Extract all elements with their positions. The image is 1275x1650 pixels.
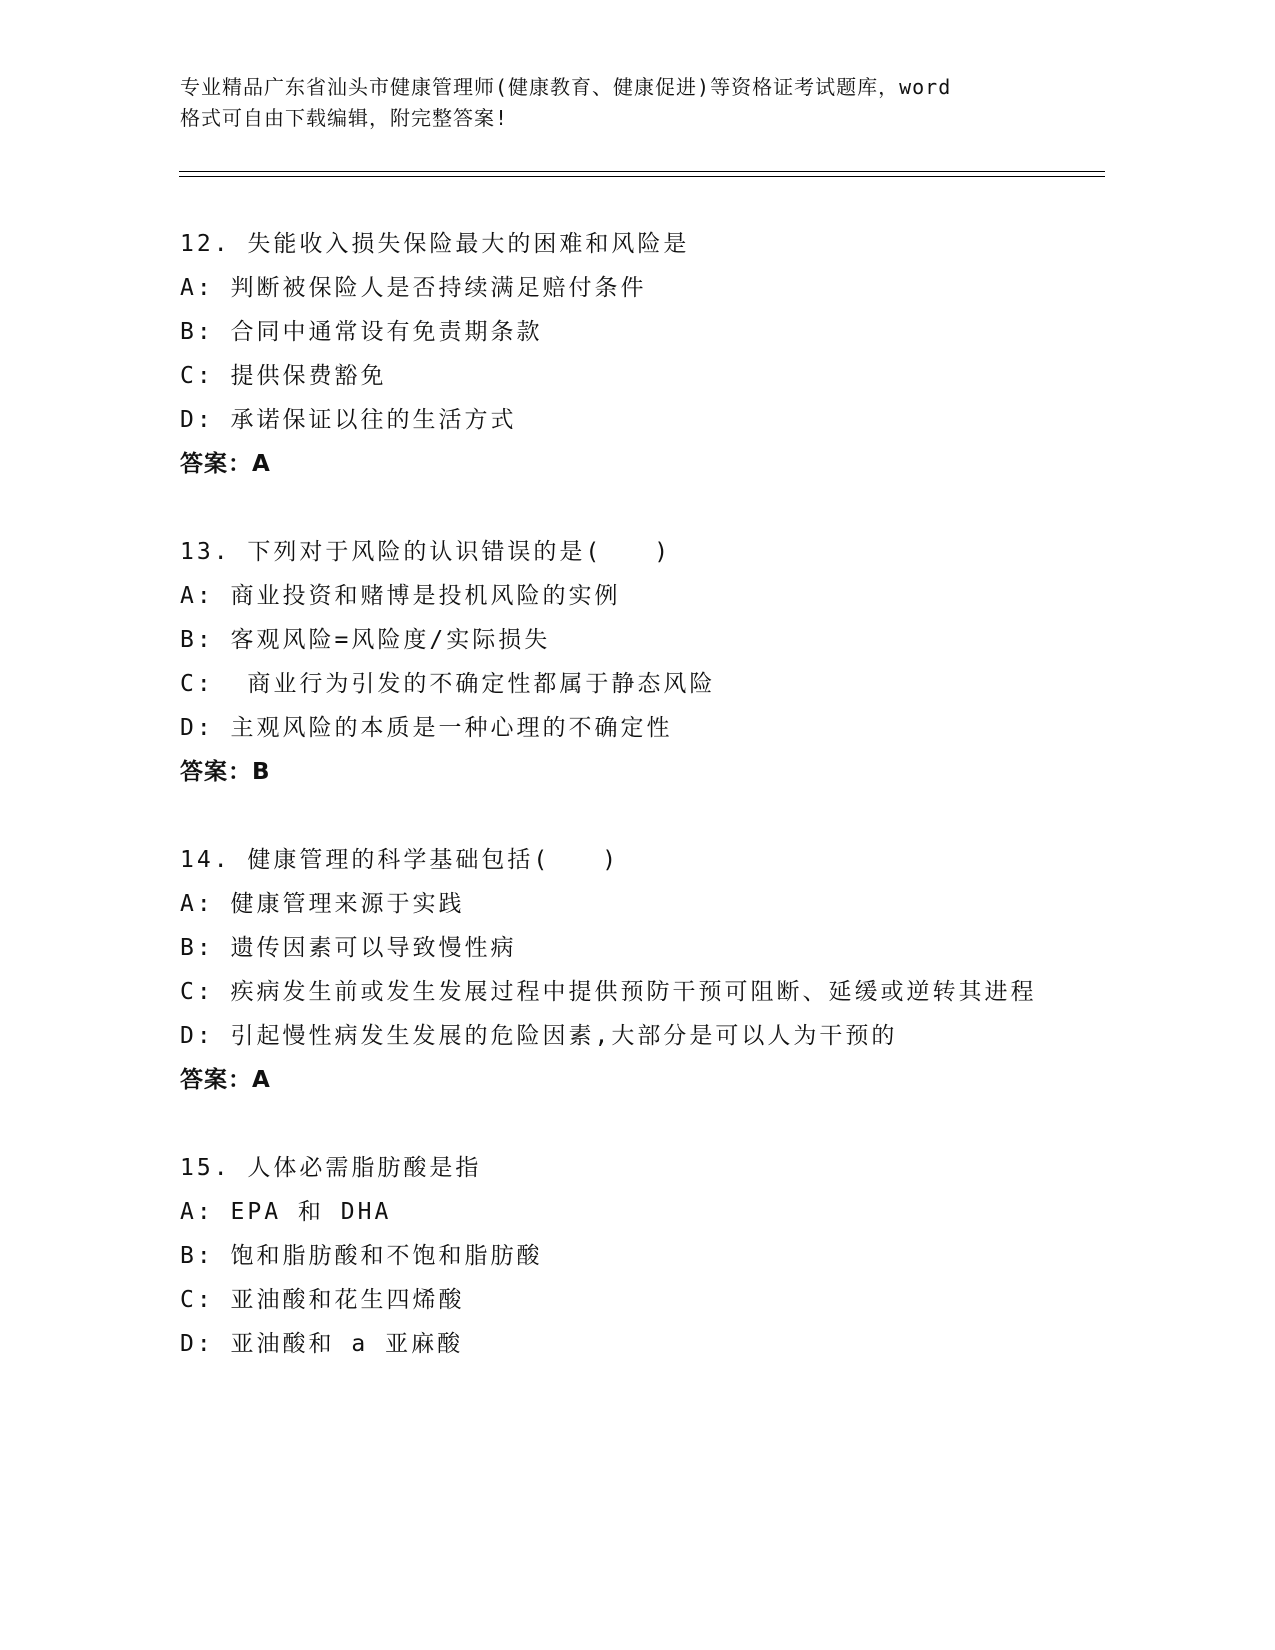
option-b: B: 客观风险=风险度/实际损失 — [180, 627, 551, 653]
option-a: A: 判断被保险人是否持续满足赔付条件 — [180, 275, 647, 301]
question-title: 15. 人体必需脂肪酸是指 — [180, 1155, 482, 1181]
question-title: 14. 健康管理的科学基础包括( ) — [180, 847, 620, 873]
question-14 — [180, 838, 1040, 1102]
question-title: 12. 失能收入损失保险最大的困难和风险是 — [180, 231, 690, 257]
answer: 答案：A — [180, 451, 271, 477]
answer: 答案：B — [180, 759, 271, 785]
question-15 — [180, 1146, 1040, 1366]
document-header — [180, 72, 1060, 134]
option-c: C: 疾病发生前或发生发展过程中提供预防干预可阻断、延缓或逆转其进程 — [180, 979, 1037, 1005]
header-divider-top — [179, 171, 1105, 172]
option-a: A: 商业投资和赌博是投机风险的实例 — [180, 583, 621, 609]
option-a: A: EPA 和 DHA — [180, 1199, 392, 1225]
question-12 — [180, 222, 1040, 486]
question-list — [180, 222, 1040, 1410]
option-b: B: 合同中通常设有免责期条款 — [180, 319, 543, 345]
question-title: 13. 下列对于风险的认识错误的是( ) — [180, 539, 672, 565]
question-13 — [180, 530, 1040, 794]
option-a: A: 健康管理来源于实践 — [180, 891, 465, 917]
header-line-2: 格式可自由下载编辑，附完整答案! — [180, 106, 509, 130]
header-divider-bottom — [179, 176, 1105, 177]
answer: 答案：A — [180, 1067, 271, 1093]
option-c: C: 亚油酸和花生四烯酸 — [180, 1287, 465, 1313]
option-c: C: 商业行为引发的不确定性都属于静态风险 — [180, 671, 716, 697]
option-d: D: 亚油酸和 a 亚麻酸 — [180, 1331, 464, 1357]
option-b: B: 饱和脂肪酸和不饱和脂肪酸 — [180, 1243, 543, 1269]
option-d: D: 承诺保证以往的生活方式 — [180, 407, 517, 433]
option-c: C: 提供保费豁免 — [180, 363, 387, 389]
option-d: D: 引起慢性病发生发展的危险因素,大部分是可以人为干预的 — [180, 1023, 898, 1049]
header-line-1: 专业精品广东省汕头市健康管理师(健康教育、健康促进)等资格证考试题库，word — [180, 75, 952, 99]
option-d: D: 主观风险的本质是一种心理的不确定性 — [180, 715, 673, 741]
option-b: B: 遗传因素可以导致慢性病 — [180, 935, 517, 961]
